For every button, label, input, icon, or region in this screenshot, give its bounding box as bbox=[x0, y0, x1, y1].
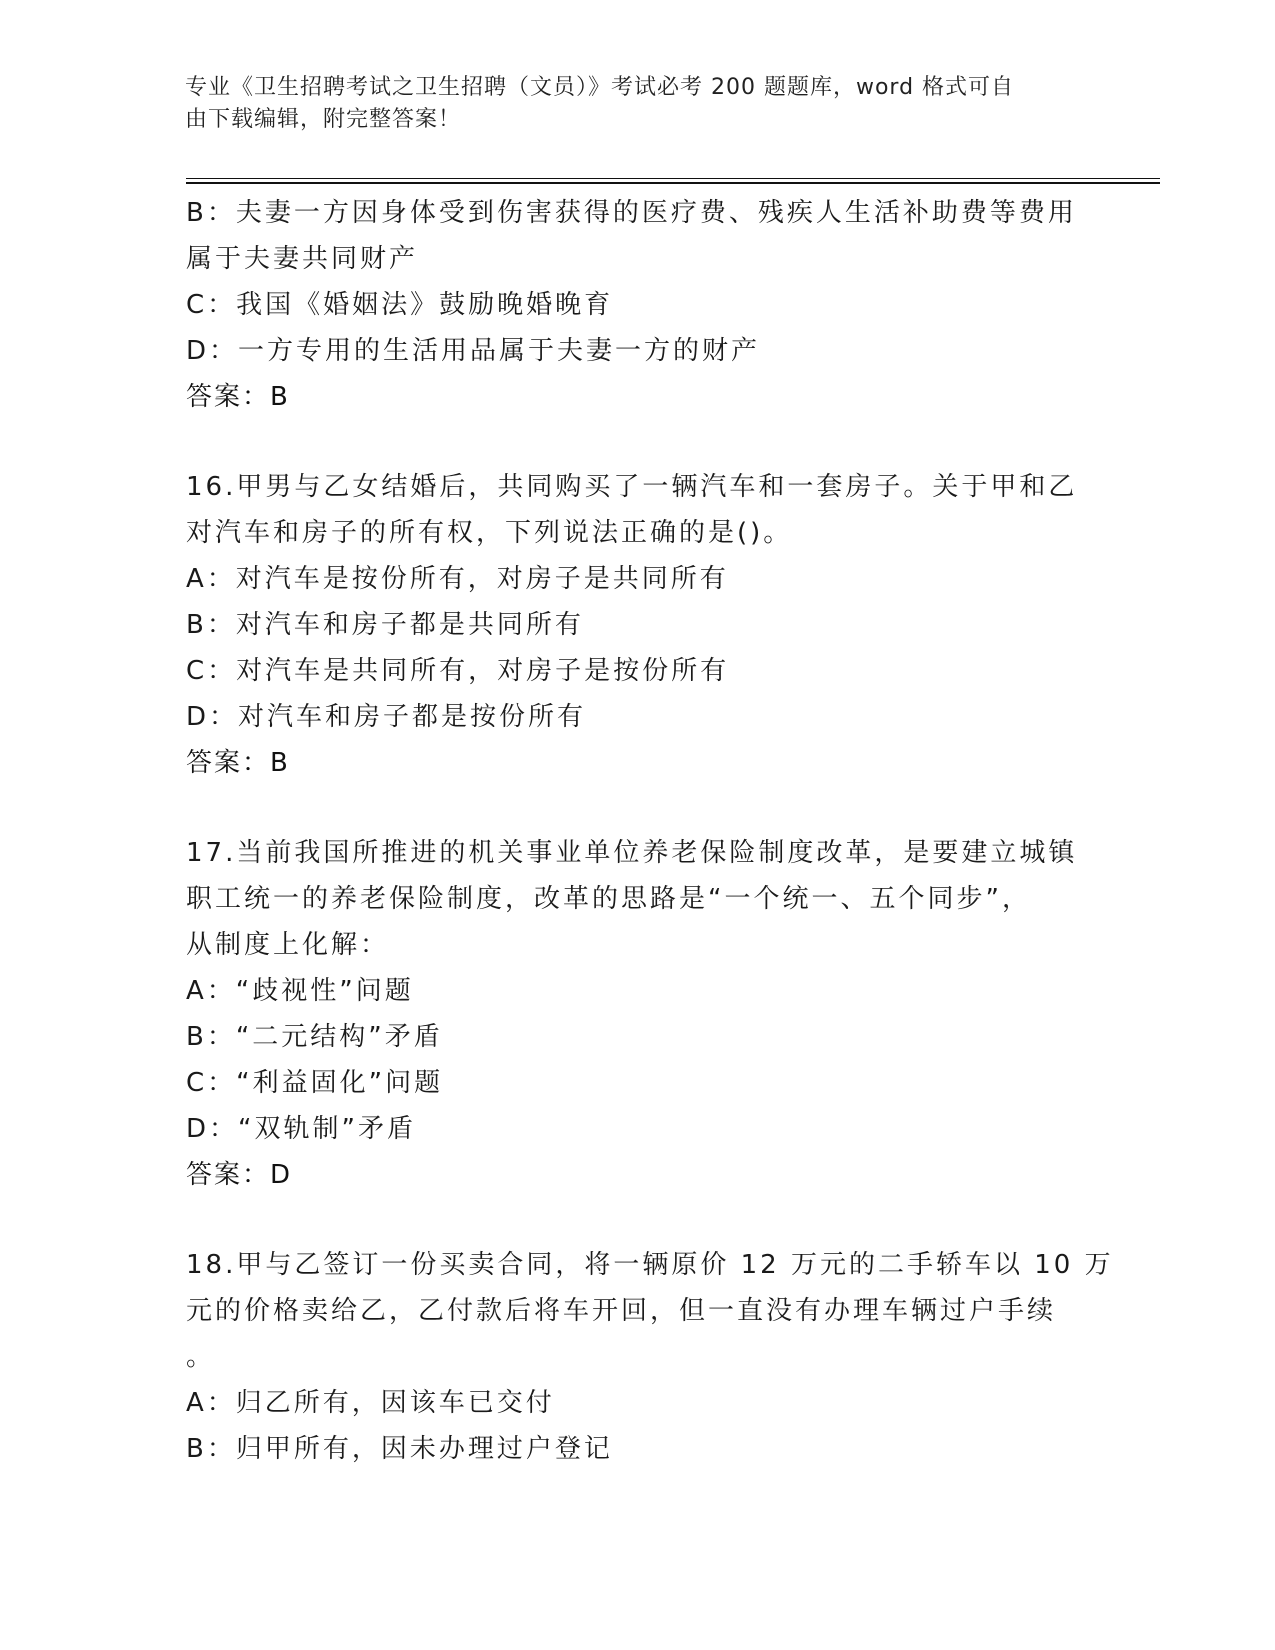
question-18 bbox=[186, 1242, 1114, 1472]
q17-option-b: B：“二元结构”矛盾 bbox=[186, 1022, 443, 1052]
q16-stem-line1: 16.甲男与乙女结婚后，共同购买了一辆汽车和一套房子。关于甲和乙 bbox=[186, 472, 1078, 502]
q15-option-b-line2: 属于夫妻共同财产 bbox=[186, 244, 419, 274]
q17-option-d: D：“双轨制”矛盾 bbox=[186, 1114, 416, 1144]
header-line-2: 由下载编辑，附完整答案！ bbox=[185, 107, 462, 132]
q16-option-b: B：对汽车和房子都是共同所有 bbox=[186, 610, 584, 640]
q18-stem-line2: 元的价格卖给乙，乙付款后将车开回，但一直没有办理车辆过户手续 bbox=[186, 1296, 1057, 1326]
q18-stem-line3: 。 bbox=[186, 1342, 216, 1372]
q15-option-d: D：一方专用的生活用品属于夫妻一方的财产 bbox=[186, 336, 761, 366]
q18-option-a: A：归乙所有，因该车已交付 bbox=[186, 1388, 555, 1418]
q18-option-b: B：归甲所有，因未办理过户登记 bbox=[186, 1434, 613, 1464]
q17-answer: 答案：D bbox=[186, 1160, 293, 1190]
q17-stem-line2: 职工统一的养老保险制度，改革的思路是“一个统一、五个同步”， bbox=[186, 884, 1031, 914]
header-divider-thin bbox=[186, 178, 1160, 179]
header-divider-thick bbox=[186, 182, 1160, 184]
header-line-1: 专业《卫生招聘考试之卫生招聘（文员）》考试必考 200 题题库，word 格式可自 bbox=[185, 75, 1015, 100]
question-16 bbox=[186, 464, 1086, 786]
q16-option-d: D：对汽车和房子都是按份所有 bbox=[186, 702, 587, 732]
question-list bbox=[186, 190, 1114, 1472]
q16-answer: 答案：B bbox=[186, 748, 290, 778]
q17-stem-line3: 从制度上化解： bbox=[186, 930, 390, 960]
q15-option-c: C：我国《婚姻法》鼓励晚婚晚育 bbox=[186, 290, 614, 320]
q16-option-a: A：对汽车是按份所有，对房子是共同所有 bbox=[186, 564, 729, 594]
q18-stem-line1: 18.甲与乙签订一份买卖合同，将一辆原价 12 万元的二手轿车以 10 万 bbox=[186, 1250, 1114, 1280]
q16-option-c: C：对汽车是共同所有，对房子是按份所有 bbox=[186, 656, 730, 686]
q17-option-a: A：“歧视性”问题 bbox=[186, 976, 414, 1006]
q15-option-b-line1: B：夫妻一方因身体受到伤害获得的医疗费、残疾人生活补助费等费用 bbox=[186, 198, 1077, 228]
q16-stem-line2: 对汽车和房子的所有权，下列说法正确的是()。 bbox=[186, 518, 793, 548]
document-header bbox=[185, 72, 1065, 136]
q15-answer: 答案：B bbox=[186, 382, 290, 412]
question-15 bbox=[186, 190, 1086, 420]
question-17 bbox=[186, 830, 1086, 1198]
q17-stem-line1: 17.当前我国所推进的机关事业单位养老保险制度改革，是要建立城镇 bbox=[186, 838, 1078, 868]
q17-option-c: C：“利益固化”问题 bbox=[186, 1068, 444, 1098]
